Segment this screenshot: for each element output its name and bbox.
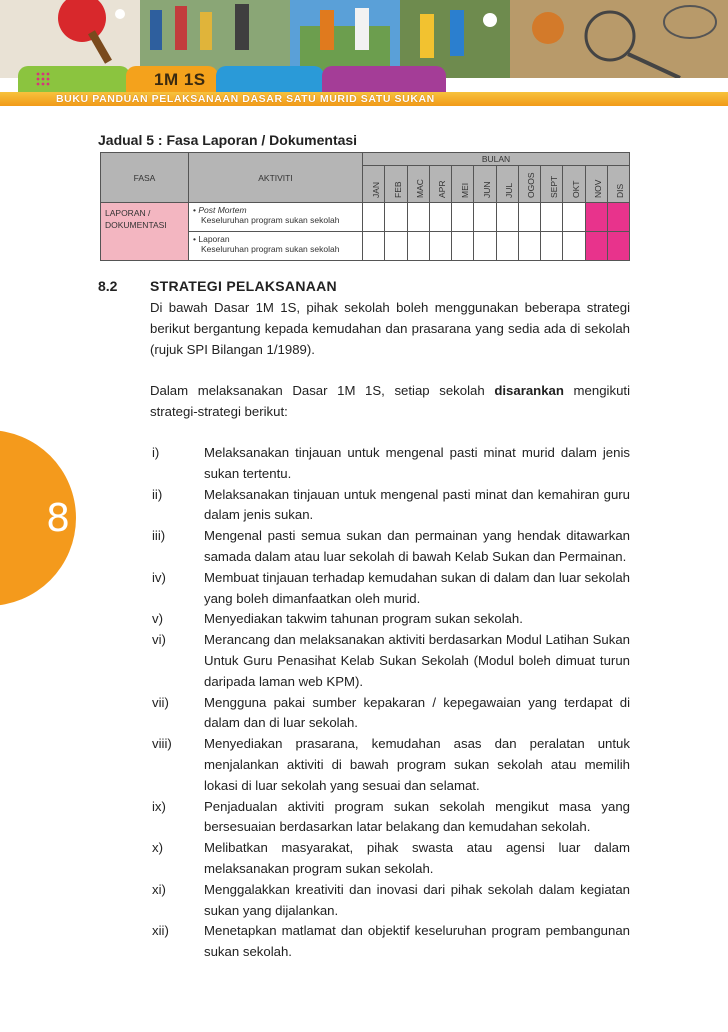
activity-cell <box>189 203 363 232</box>
month-sept: SEPT <box>541 166 563 203</box>
para2-before: Dalam melaksanakan Dasar 1M 1S, setiap sekolah <box>150 383 495 398</box>
item-number: xi) <box>152 881 166 897</box>
item-text: Membuat tinjauan terhadap kemudahan sukan di dalam dan luar sekolah yang boleh dimanfaatkan oleh murid. <box>204 569 630 606</box>
cell-nov-active <box>585 203 607 232</box>
tab-blue <box>216 66 324 92</box>
cell-feb <box>385 203 407 232</box>
cell-ogos <box>518 232 540 261</box>
item-number: ix) <box>152 798 166 814</box>
list-item <box>150 443 630 485</box>
activity-title: Laporan <box>198 234 230 244</box>
cell-okt <box>563 232 585 261</box>
item-number: viii) <box>152 736 172 752</box>
cell-ogos <box>518 203 540 232</box>
month-okt: OKT <box>563 166 585 203</box>
item-text: Melaksanakan tinjauan untuk mengenal pasti minat dan kemahiran guru dalam jenis sukan. <box>204 486 630 523</box>
cell-feb <box>385 232 407 261</box>
activity-title: Post Mortem <box>198 205 247 215</box>
list-item <box>150 630 630 692</box>
month-feb: FEB <box>385 166 407 203</box>
paragraph-strategy <box>150 381 630 423</box>
month-jan: JAN <box>363 166 385 203</box>
cell-jul <box>496 232 518 261</box>
dot-grid-icon <box>36 72 56 86</box>
cell-jun <box>474 203 496 232</box>
header-fasa: FASA <box>101 153 189 203</box>
item-number: i) <box>152 445 160 460</box>
activity-desc: Keseluruhan program sukan sekolah <box>201 215 340 225</box>
header-banner <box>0 0 728 110</box>
item-number: vi) <box>152 632 166 648</box>
banner-title: BUKU PANDUAN PELAKSANAAN DASAR SATU MURID SATU SUKAN <box>56 93 435 105</box>
cell-mac <box>407 203 429 232</box>
list-item <box>150 568 630 610</box>
cell-jun <box>474 232 496 261</box>
cell-jul <box>496 203 518 232</box>
month-mei: MEI <box>452 166 474 203</box>
list-item <box>150 838 630 880</box>
item-number: iv) <box>152 569 166 585</box>
section-title: STRATEGI PELAKSANAAN <box>150 278 337 294</box>
fasa-line2: DOKUMENTASI <box>105 220 167 230</box>
list-item <box>150 921 630 963</box>
bullet: • <box>193 205 196 215</box>
para2-bold: disarankan <box>494 383 564 398</box>
cell-apr <box>429 232 451 261</box>
list-item <box>150 693 630 735</box>
tab-green <box>18 66 130 92</box>
item-number: vii) <box>152 694 169 710</box>
strategy-list <box>150 443 630 963</box>
cell-sept <box>541 232 563 261</box>
list-item <box>150 797 630 839</box>
month-dis: DIS <box>607 166 629 203</box>
list-item <box>150 880 630 922</box>
item-number: ii) <box>152 486 163 502</box>
schedule-table <box>100 152 630 261</box>
item-text: Menetapkan matlamat dan objektif keseluruhan program pembangunan sukan sekolah. <box>204 923 630 960</box>
cell-dis-active <box>607 232 629 261</box>
header-aktiviti: AKTIVITI <box>189 153 363 203</box>
month-jun: JUN <box>474 166 496 203</box>
month-ogos: OGOS <box>518 166 540 203</box>
list-item <box>150 609 630 630</box>
month-mac: MAC <box>407 166 429 203</box>
section-number: 8.2 <box>98 278 118 294</box>
table-title: Jadual 5 : Fasa Laporan / Dokumentasi <box>98 132 358 148</box>
header-bulan: BULAN <box>363 153 630 166</box>
cell-mei <box>452 232 474 261</box>
item-text: Penjadualan aktiviti program sukan sekolah mengikut masa yang bersesuaian berdasarkan latar belakang dan kemudahan sekolah. <box>204 798 630 835</box>
item-text: Menggalakkan kreativiti dan inovasi dari pihak sekolah dalam kegiatan sukan yang dijalankan. <box>204 881 630 918</box>
activity-cell <box>189 232 363 261</box>
item-number: xii) <box>152 923 169 939</box>
cell-sept <box>541 203 563 232</box>
chapter-number: 8 <box>46 496 71 540</box>
cell-okt <box>563 203 585 232</box>
para2-after: mengikuti strategi-strategi berikut: <box>150 383 630 419</box>
activity-desc: Keseluruhan program sukan sekolah <box>201 244 340 254</box>
logo-text: 1M 1S <box>154 70 206 89</box>
cell-jan <box>363 232 385 261</box>
item-text: Menyediakan prasarana, kemudahan asas dan peralatan untuk menjalankan aktiviti di bawah program sukan sekolah atau memilih lokasi di luar sekolah yang sesuai dan selamat. <box>204 736 630 793</box>
cell-apr <box>429 203 451 232</box>
item-text: Melibatkan masyarakat, pihak swasta atau agensi luar dalam melaksanakan program sukan sekolah. <box>204 840 630 876</box>
list-item <box>150 485 630 527</box>
cell-mei <box>452 203 474 232</box>
cell-dis-active <box>607 203 629 232</box>
item-number: x) <box>152 840 163 856</box>
table-row <box>101 203 630 232</box>
item-number: iii) <box>152 528 166 544</box>
cell-nov-active <box>585 232 607 261</box>
item-text: Merancang dan melaksanakan aktiviti berdasarkan Modul Latihan Sukan Untuk Guru Penasihat Kelab Sukan Sekolah (Modul boleh dimuat turun daripada laman web KPM). <box>204 632 630 689</box>
cell-jan <box>363 203 385 232</box>
month-nov: NOV <box>585 166 607 203</box>
item-text: Mengguna pakai sumber kepakaran / kepegawaian yang terdapat di dalam dan di luar sekolah. <box>204 694 630 731</box>
color-tabs <box>0 66 728 92</box>
month-jul: JUL <box>496 166 518 203</box>
bullet: • <box>193 234 196 244</box>
item-text: Melaksanakan tinjauan untuk mengenal pasti minat murid dalam jenis sukan tertentu. <box>204 445 630 481</box>
month-apr: APR <box>429 166 451 203</box>
item-text: Menyediakan takwim tahunan program sukan sekolah. <box>204 611 523 627</box>
fasa-line1: LAPORAN / <box>105 208 151 218</box>
paragraph-intro: Di bawah Dasar 1M 1S, pihak sekolah boleh menggunakan beberapa strategi berikut bergantung kepada kemudahan dan prasarana yang sedia ada di sekolah (rujuk SPI Bilangan 1/1989). <box>150 300 630 357</box>
fasa-cell <box>101 203 189 261</box>
tab-purple <box>322 66 446 92</box>
list-item <box>150 734 630 796</box>
item-number: v) <box>152 611 163 627</box>
cell-mac <box>407 232 429 261</box>
item-text: Mengenal pasti semua sukan dan permainan yang hendak ditawarkan samada dalam atau luar sekolah di bawah Kelab Sukan dan Permainan. <box>204 528 630 564</box>
list-item <box>150 526 630 568</box>
